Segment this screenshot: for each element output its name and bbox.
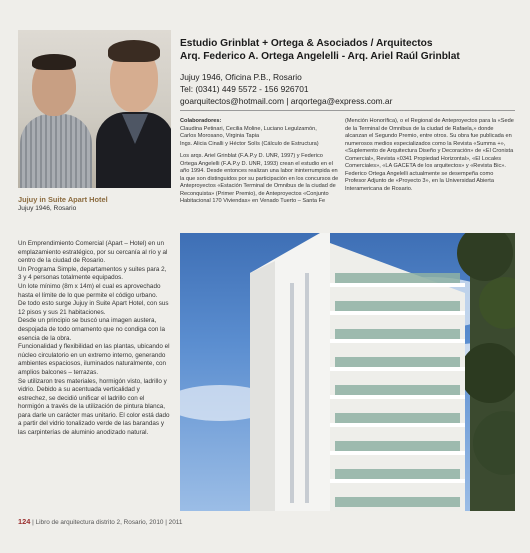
paragraph: Se utilizaron tres materiales, hormigón visto, ladrillo y vidrio. Debido a su acentuada verticalidad y estrechez, se decidió unificar el ladrillo con el hormigón a través de la utilización de pintura blanca, para darle un carácter mas unitario. El color está dado a partir del vidrio tonalizado verde de las barandas y las carpinterías de aluminio anodizado natural.: [18, 377, 170, 437]
person-left-hair: [32, 54, 76, 70]
page-footer: 124 | Libro de arquitectura distrito 2, Rosario, 2010 | 2011: [18, 517, 183, 526]
building-photo: [180, 233, 515, 511]
collaborators-line: Carlos Morosano, Virginia Tapia: [180, 133, 260, 139]
bio-column-left: [180, 118, 340, 206]
person-left-shirt: [20, 114, 92, 188]
project-address: Jujuy 1946, Rosario: [18, 205, 77, 212]
studio-address: Jujuy 1946, Oficina P.B., Rosario: [180, 72, 302, 82]
divider: [180, 110, 515, 111]
architects-names: Arq. Federico A. Ortega Angelelli - Arq. Ariel Raúl Grinblat: [180, 51, 460, 62]
collaborators-line: Ings. Alicia Cinalli y Héctor Solís (Cálculo de Estructura): [180, 140, 319, 147]
studio-name: Estudio Grinblat + Ortega & Asociados / Arquitectos: [180, 38, 433, 49]
paragraph: Un lote mínimo (8m x 14m) el cual es aprovechado hasta el límite de lo que permite el código urbano.: [18, 282, 161, 299]
paragraph: De todo esto surge Jujuy in Suite Apart Hotel, con sus 12 pisos y sus 21 habitaciones.: [18, 300, 169, 316]
studio-bio: Los arqs. Ariel Grinblat (F.A.P.y D. UNR, 1997) y Federico Ortega Angelelli (F.A.P.y D. UNR, 1993) crean el estudio en el año 1994. Desde entonces realizan una labor ininterrumpida en la que son distinguidos por su participación en los concursos de Anteproyectos «Estación Terminal de Omnibus de la ciudad de Reconquista» (Primer Premio), de Anteproyectos «Conjunto Habitacional 170 Viviendas» en Venado Tuerto – Santa Fe: [180, 153, 339, 204]
studio-email[interactable]: goarquitectos@hotmail.com | arqortega@express.com.ar: [180, 96, 393, 106]
page-number: 124: [18, 517, 31, 526]
collaborators-line: Claudina Petinari, Cecilia Moline, Luciano Legulzamón,: [180, 125, 317, 132]
project-description: [18, 240, 170, 438]
book-title: Libro de arquitectura distrito 2, Rosario, 2010 | 2011: [35, 519, 183, 526]
paragraph: Funcionalidad y flexibilidad en las plantas, ubicando el núcleo circulatorio en un extremo interno, generando ambientes espaciosos, iluminados naturalmente, con amplios balcones – terrazas.: [18, 343, 170, 376]
architects-photo: [18, 30, 171, 188]
person-right-hair: [108, 40, 160, 62]
project-title: Jujuy in Suite Apart Hotel: [18, 195, 108, 204]
paragraph: Desde un principio se buscó una imagen austera, despojada de todo ornamento que no condiga con la esencia de la obra.: [18, 317, 166, 342]
paragraph: Un Emprendimiento Comercial (Apart – Hotel) en un emplazamiento estratégico, por su cercanía al río y al centro de la ciudad de Rosario.: [18, 240, 168, 265]
bio-column-right: (Mención Honorífica), o el Regional de Anteproyectos para la «Sede de la Terminal de Omnibus de la ciudad de Rafaela,» donde alcanzan el Segundo Premio, entre otros. Su obra fue publicada en numerosos medios especializados como la Revista «Summa +», «Suplemento de Arquitectura Diseño y Decoración» de «El Cronista Comercial», Revista «0341 Propiedad Horizontal», «El Locales Comerciales», «LA GACETA de los arquitectos» y «Revista Bic». Federico Ortega Angelelli actualmente se desempeña como Profesor Adjunto de «Proyecto 3», en la Universidad Abierta Interamericana de Rosario.: [345, 118, 514, 192]
paragraph: Un Programa Simple, departamentos y suites para 2, 3 y 4 personas totalmente equipados.: [18, 265, 167, 282]
collaborators-label: Colaboradores:: [180, 118, 222, 124]
building-illustration: [180, 233, 515, 511]
studio-phone: Tel: (0341) 449 5572 - 156 926701: [180, 84, 309, 94]
